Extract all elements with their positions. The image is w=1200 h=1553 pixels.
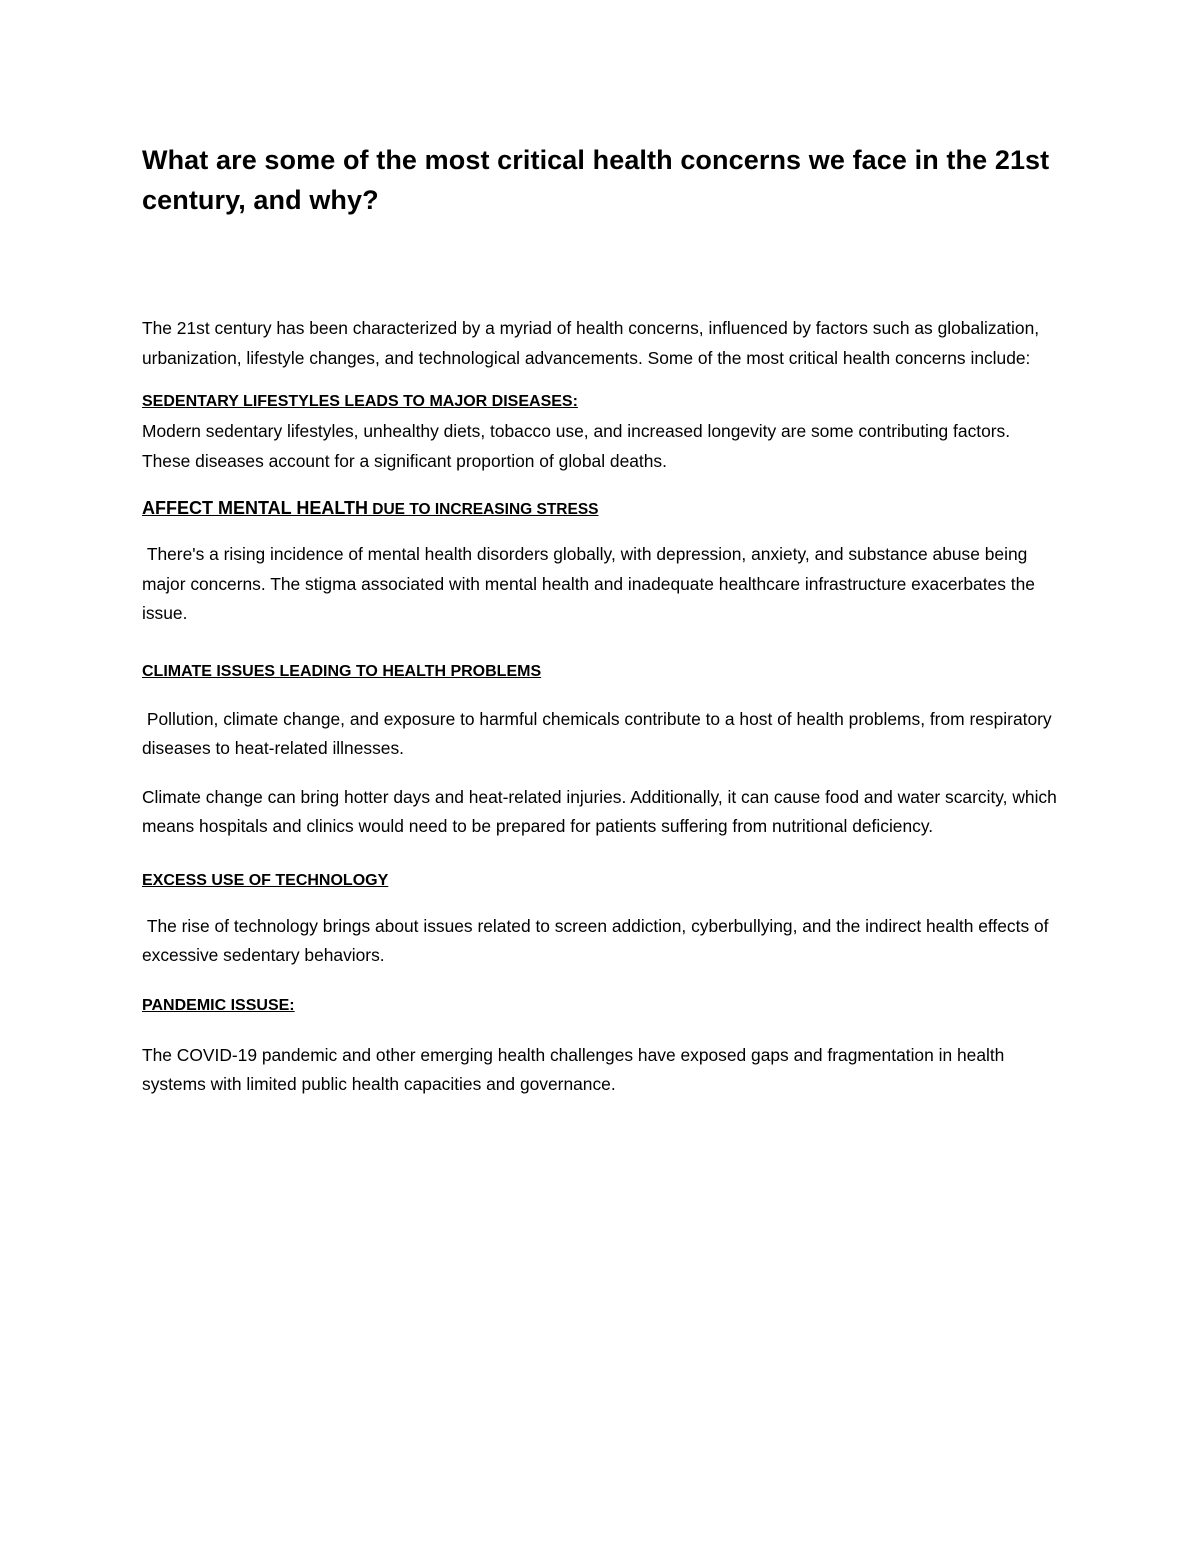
section-heading-sedentary: SEDENTARY LIFESTYLES LEADS TO MAJOR DISEASES:	[142, 393, 578, 410]
section-paragraph-mental-health: There's a rising incidence of mental health disorders globally, with depression, anxiety, and substance abuse being major concerns. The stigma associated with mental health and inadequate healthcare infrastructure exacerbates the issue.	[142, 544, 1040, 623]
section-paragraph-sedentary: Modern sedentary lifestyles, unhealthy diets, tobacco use, and increased longevity are some contributing factors. These diseases account for a significant proportion of global deaths.	[142, 421, 1011, 471]
section-heading-mental-health-suffix: DUE TO INCREASING STRESS	[367, 501, 599, 518]
section-paragraph-technology: The rise of technology brings about issues related to screen addiction, cyberbullying, and the indirect health effects of excessive sedentary behaviors.	[142, 915, 1054, 965]
section-heading-mental-health-main: AFFECT MENTAL HEALTH	[142, 498, 368, 518]
section-heading-pandemic: PANDEMIC ISSUSE:	[142, 996, 295, 1014]
section-paragraph-pandemic: The COVID-19 pandemic and other emerging health challenges have exposed gaps and fragmentation in health systems with limited public health capacities and governance.	[142, 1044, 1005, 1094]
section-heading-mental-health	[142, 496, 1060, 522]
document-title: What are some of the most critical health concerns we face in the 21st century, and why?	[142, 145, 1050, 215]
section-paragraph-climate-2: Climate change can bring hotter days and heat-related injuries. Additionally, it can cause food and water scarcity, which means hospitals and clinics would need to be prepared for patients suffering from nutritional deficiency.	[142, 786, 1057, 836]
document-body	[142, 140, 1060, 1100]
section-heading-technology: EXCESS USE OF TECHNOLOGY	[142, 871, 389, 889]
intro-paragraph: The 21st century has been characterized by a myriad of health concerns, influenced by factors such as globalization, urbanization, lifestyle changes, and technological advancements. Some of the most critical health concerns include:	[142, 318, 1040, 368]
section-paragraph-climate-1: Pollution, climate change, and exposure to harmful chemicals contribute to a host of health problems, from respiratory diseases to heat-related illnesses.	[142, 708, 1057, 758]
section-heading-climate: CLIMATE ISSUES LEADING TO HEALTH PROBLEMS	[142, 662, 542, 680]
